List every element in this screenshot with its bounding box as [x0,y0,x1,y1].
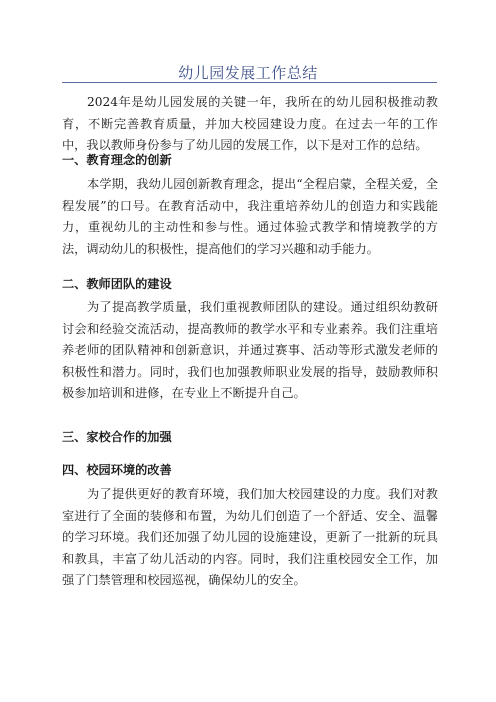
section-1-heading: 一、教育理念的创新 [62,153,172,167]
section-2-heading: 二、教师团队的建设 [62,277,172,291]
section-3-heading: 三、家校合作的加强 [62,430,172,444]
title-divider [62,82,437,83]
document-title: 幼儿园发展工作总结 [178,64,318,82]
intro-paragraph: 2024年是幼儿园发展的关键一年，我所在的幼儿园积极推动教育，不断完善教育质量，并加大校园建设力度。在过去一年的工作中，我以教师身份参与了幼儿园的发展工作，以下是对工作的总结。 [62,95,438,152]
section-1-body: 本学期，我幼儿园创新教育理念，提出“全程启蒙，全程关爱，全程发展”的口号。在教育活动中，我注重培养幼儿的创造力和实践能力，重视幼儿的主动性和参与性。通过体验式教学和情境教学的方法，调动幼儿的积极性，提高他们的学习兴趣和动手能力。 [62,177,438,256]
section-2-body: 为了提高教学质量，我们重视教师团队的建设。通过组织幼教研讨会和经验交流活动，提高教师的教学水平和专业素养。我们注重培养老师的团队精神和创新意识，并通过赛事、活动等形式激发老师的积极性和潜力。同时，我们也加强教师职业发展的指导，鼓励教师积极参加培训和进修，在专业上不断提升自己。 [62,300,438,400]
section-4-heading: 四、校园环境的改善 [62,463,172,477]
section-4-body: 为了提供更好的教育环境，我们加大校园建设的力度。我们对教室进行了全面的装修和布置，为幼儿们创造了一个舒适、安全、温馨的学习环境。我们还加强了幼儿园的设施建设，更新了一批新的玩具和教具，丰富了幼儿活动的内容。同时，我们注重校园安全工作，加强了门禁管理和校园巡视，确保幼儿的安全。 [62,487,438,587]
